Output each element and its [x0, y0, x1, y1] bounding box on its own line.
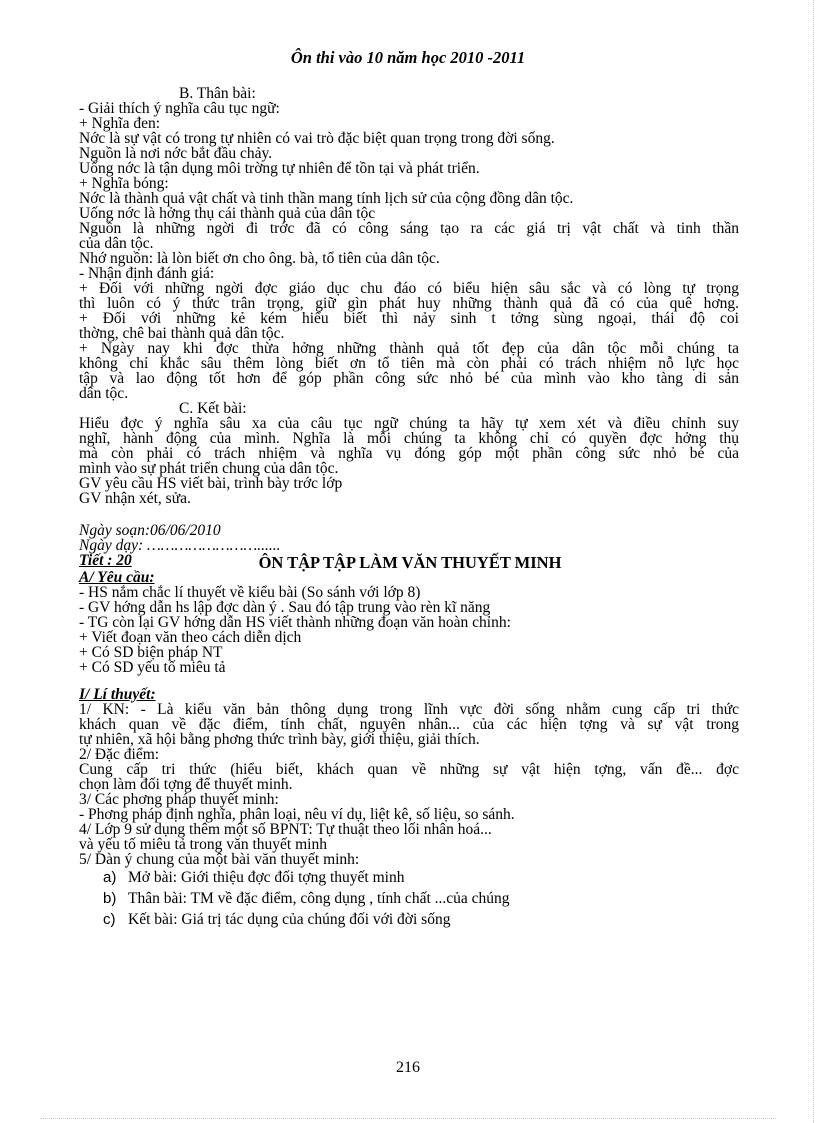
text-line: - HS nắm chắc lí thuyết về kiểu bài (So sánh với lớp 8)	[79, 584, 421, 601]
text-line: 2/ Đặc điểm:	[79, 746, 160, 763]
outline-item	[79, 888, 739, 909]
text-line: Nớc là thành quả vật chất và tinh thần mang tính lịch sử của cộng đồng dân tộc.	[79, 190, 574, 207]
text-line: tập và lao động tốt hơn để góp phần công sức nhỏ bé của mình vào kho tàng di sản	[79, 370, 739, 387]
text-line: dân tộc.	[79, 385, 129, 402]
text-line: không chỉ khắc sâu thêm lòng biết ơn tổ tiên mà còn phải có trách nhiệm nỗ lực học	[79, 355, 739, 372]
text-line: GV nhận xét, sửa.	[79, 490, 191, 507]
ngay-soan: Ngày soạn:06/06/2010	[79, 522, 221, 539]
text-line: Hiểu đợc ý nghĩa sâu xa của câu tục ngữ chúng ta hãy tự xem xét và điều chỉnh suy	[79, 415, 739, 432]
text-line: + Nghĩa bóng:	[79, 175, 169, 192]
tiet-label: Tiết : 20	[79, 552, 132, 569]
outline-item	[79, 909, 739, 930]
outline-text: Mở bài: Giới thiệu đợc đối tợng thuyết minh	[128, 869, 405, 886]
text-line: Nguồn là nơi nớc bắt đầu chảy.	[79, 145, 273, 162]
section-heading-than-bai: B. Thân bài:	[179, 85, 256, 102]
spacer	[79, 506, 739, 523]
text-line: - GV hớng dẫn hs lập đợc dàn ý . Sau đó tập trung vào rèn kĩ năng	[79, 599, 491, 616]
text-line: tự nhiên, xã hội bằng phơng thức trình bày, giới thiệu, giải thích.	[79, 731, 480, 748]
text-line: - Giải thích ý nghĩa câu tục ngữ:	[79, 100, 280, 117]
text-line: - Nhận định đánh giá:	[79, 265, 215, 282]
text-line: 3/ Các phơng pháp thuyết minh:	[79, 791, 279, 808]
yeu-cau-content	[79, 585, 739, 675]
outline-list	[79, 867, 739, 930]
page-header: Ôn thi vào 10 năm học 2010 -2011	[290, 48, 526, 67]
outline-item	[79, 867, 739, 888]
outline-text: Kết bài: Giá trị tác dụng của chúng đối với đời sống	[128, 911, 451, 928]
text-line: nghĩ, hành động của mình. Nghĩa là mỗi chúng ta không chỉ có quyền đợc hởng thụ	[79, 430, 739, 447]
text-line: - TG còn lại GV hớng dẫn HS viết thành những đoạn văn hoàn chỉnh:	[79, 614, 511, 631]
outline-marker: a)	[103, 869, 117, 886]
li-thuyet-content	[79, 702, 739, 867]
text-line: Uống nớc là tận dụng môi trờng tự nhiên để tồn tại và phát triển.	[79, 160, 480, 177]
text-line: khách quan về đặc điểm, tính chất, nguyên nhân... của các hiện tợng và sự vật trong	[79, 716, 739, 733]
text-line: của dân tộc.	[79, 235, 154, 252]
text-line: thờng, chê bai thành quả dân tộc.	[79, 325, 285, 342]
text-line: Nguồn là những ngời đi trớc đã có công sáng tạo ra các giá trị vật chất và tinh thần	[79, 220, 739, 237]
text-line: 5/ Dàn ý chung của một bài văn thuyết minh:	[79, 851, 360, 868]
text-line: + Đối với những kẻ kém hiểu biết thì nảy sinh t tởng sùng ngoại, thái độ coi	[79, 310, 739, 327]
than-bai-content	[79, 101, 739, 401]
lesson-title: ÔN TẬP TẬP LÀM VĂN THUYẾT MINH	[258, 553, 562, 572]
text-line: - Phơng pháp định nghĩa, phân loại, nêu ví dụ, liệt kê, số liệu, so sánh.	[79, 806, 515, 823]
text-line: 1/ KN: - Là kiểu văn bản thông dụng trong lĩnh vực đời sống nhằm cung cấp tri thức	[79, 701, 739, 718]
yeu-cau-heading: A/ Yêu cầu:	[79, 569, 155, 586]
text-line: + Có SD biện pháp NT	[79, 644, 223, 661]
text-line: Nhớ nguồn: là lòn biết ơn cho ông. bà, tổ tiên của dân tộc.	[79, 250, 440, 267]
text-line: + Có SD yếu tố miêu tả	[79, 659, 226, 676]
text-line: Uống nớc là hởng thụ cái thành quả của dân tộc	[79, 205, 376, 222]
document-body	[79, 86, 739, 930]
ket-bai-content	[79, 416, 739, 506]
text-line: Nớc là sự vật có trong tự nhiên có vai trò đặc biệt quan trọng trong đời sống.	[79, 130, 555, 147]
page-edge-bottom	[40, 1118, 776, 1119]
text-line: + Ngày nay khi đợc thừa hởng những thành quả tốt đẹp của dân tộc mỗi chúng ta	[79, 340, 739, 357]
text-line: và yếu tố miêu tả trong văn thuyết minh	[79, 836, 327, 853]
text-line: mình vào sự phát triển chung của dân tộc.	[79, 460, 339, 477]
text-line: chọn làm đối tợng để thuyết minh.	[79, 776, 293, 793]
text-line: mà còn phải có trách nhiệm và nghĩa vụ đóng góp một phần công sức nhỏ bé của	[79, 445, 739, 462]
outline-marker: b)	[103, 890, 117, 907]
text-line: + Viết đoạn văn theo cách diễn dịch	[79, 629, 302, 646]
outline-marker: c)	[103, 911, 116, 928]
text-line: Cung cấp tri thức (hiểu biết, khách quan về những sự vật hiện tợng, vấn đề... đợc	[79, 761, 739, 778]
text-line: + Nghĩa đen:	[79, 115, 161, 132]
text-line: + Đối với những ngời đợc giáo dục chu đáo có biểu hiện sâu sắc và có lòng tự trọng	[79, 280, 739, 297]
outline-text: Thân bài: TM về đặc điểm, công dụng , tính chất ...của chúng	[128, 890, 510, 907]
section-heading-ket-bai: C. Kết bài:	[179, 400, 247, 417]
text-line: GV yêu cầu HS viết bài, trình bày trớc lớp	[79, 475, 343, 492]
yeu-cau-heading-row	[79, 570, 739, 585]
text-line: 4/ Lớp 9 sử dụng thêm một số BPNT: Tự thuật theo lối nhân hoá...	[79, 821, 492, 838]
spacer	[79, 675, 739, 683]
li-thuyet-heading: I/ Lí thuyết:	[79, 686, 156, 703]
text-line: thì luôn có ý thức trân trọng, giữ gìn phát huy những thành quả đã có của quê hơng.	[79, 295, 739, 312]
page-edge-right	[813, 0, 814, 1123]
ngay-day: Ngày dạy: ……………………......	[79, 537, 281, 554]
page-number: 216	[396, 1059, 420, 1076]
li-thuyet-heading-row	[79, 687, 739, 702]
